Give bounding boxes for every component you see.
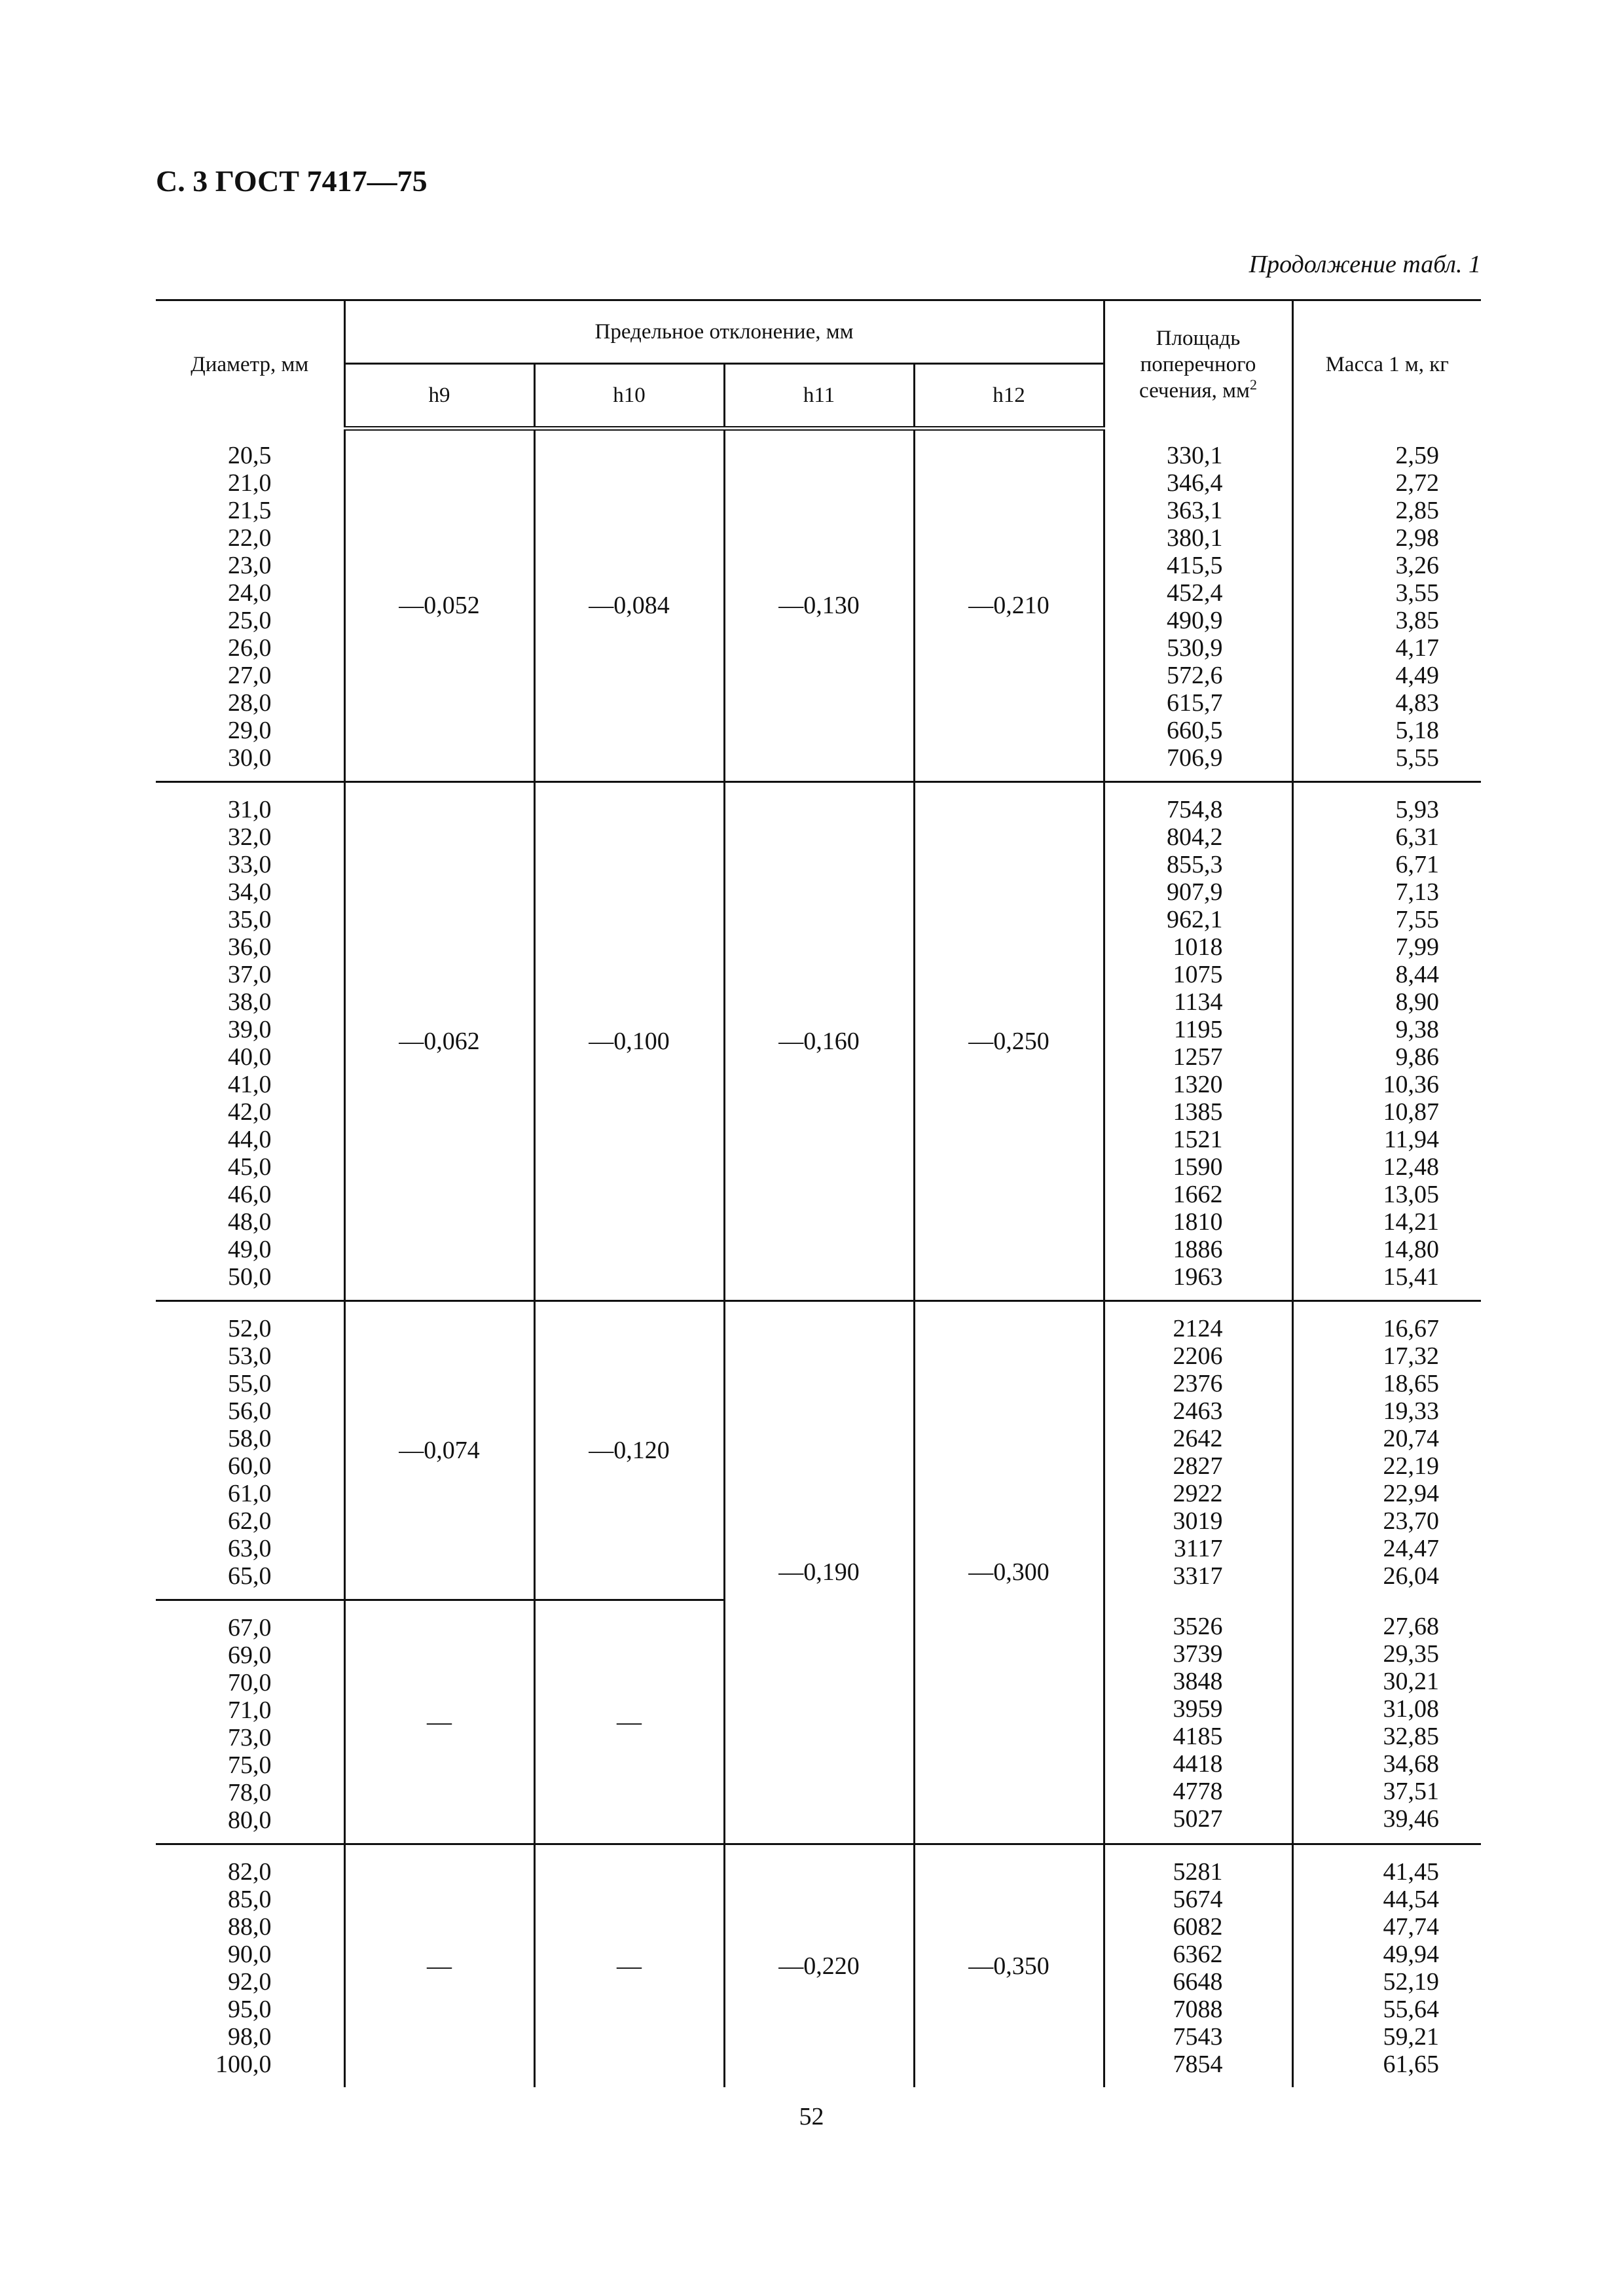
table-cell-value: 52,19 xyxy=(1383,1967,1439,1996)
table-cell-value: 615,7 xyxy=(1167,689,1223,717)
table-cell-value: 88,0 xyxy=(228,1912,272,1941)
area-label-line2: поперечного xyxy=(1140,353,1256,377)
table-cell-value: 23,70 xyxy=(1383,1507,1439,1535)
table-cell-value: 13,05 xyxy=(1383,1180,1439,1208)
table-cell-value: 90,0 xyxy=(228,1940,272,1968)
table-cell-value: 7854 xyxy=(1173,2050,1223,2078)
table-cell-value: 1195 xyxy=(1173,1015,1223,1043)
h10-value: —0,084 xyxy=(534,429,724,782)
table-cell-value: 5281 xyxy=(1173,1857,1223,1886)
table-cell-value: 1018 xyxy=(1173,933,1223,961)
table-cell-value: 1590 xyxy=(1173,1153,1223,1181)
table-cell-value: 4,83 xyxy=(1395,689,1439,717)
table-cell-value: 27,68 xyxy=(1383,1613,1439,1640)
table-cell-value: 1385 xyxy=(1173,1098,1223,1126)
table-cell-value: 39,0 xyxy=(228,1015,272,1043)
table-cell-value: 20,5 xyxy=(228,441,272,469)
table-cell-value: 39,46 xyxy=(1383,1805,1439,1833)
table-cell-value: 5027 xyxy=(1173,1805,1223,1833)
table-cell-value: 73,0 xyxy=(228,1723,272,1751)
h9-value: — xyxy=(344,1600,534,1844)
table-cell-value: 8,90 xyxy=(1395,988,1439,1016)
table-cell-value: 8,44 xyxy=(1395,960,1439,988)
table-cell-value: 31,0 xyxy=(228,795,272,823)
table-cell-value: 3317 xyxy=(1173,1562,1223,1590)
table-cell-value: 2,85 xyxy=(1395,496,1439,524)
table-cell-value: 5,55 xyxy=(1395,744,1439,772)
table-cell-value: 9,38 xyxy=(1395,1015,1439,1043)
table-cell-value: 2922 xyxy=(1173,1479,1223,1507)
table-cell-value: 50,0 xyxy=(228,1263,272,1291)
table-cell-value: 3,55 xyxy=(1395,579,1439,607)
h12-value: —0,210 xyxy=(914,429,1104,782)
table-cell-value: 69,0 xyxy=(228,1641,272,1669)
table-cell-value: 1257 xyxy=(1173,1043,1223,1071)
table-cell-value: 56,0 xyxy=(228,1397,272,1425)
col-header-h9: h9 xyxy=(344,364,534,429)
table-cell-value: 59,21 xyxy=(1383,2022,1439,2051)
table-cell-value: 26,0 xyxy=(228,634,272,662)
table-cell-value: 6082 xyxy=(1173,1912,1223,1941)
table-cell-value: 4,49 xyxy=(1395,661,1439,689)
area-list xyxy=(1104,1600,1292,1844)
h11-value: —0,160 xyxy=(724,781,914,1300)
table-cell-value: 855,3 xyxy=(1167,850,1223,878)
col-header-diameter: Диаметр, мм xyxy=(156,300,344,429)
table-cell-value: 14,80 xyxy=(1383,1235,1439,1263)
table-cell-value: 530,9 xyxy=(1167,634,1223,662)
table-row-group-3a xyxy=(156,1300,1481,1600)
col-header-mass: Масса 1 м, кг xyxy=(1292,300,1481,429)
table-cell-value: 98,0 xyxy=(228,2022,272,2051)
table-cell-value: 3117 xyxy=(1173,1534,1223,1562)
table-cell-value: 38,0 xyxy=(228,988,272,1016)
table-cell-value: 10,87 xyxy=(1383,1098,1439,1126)
table-cell-value: 2376 xyxy=(1173,1369,1223,1397)
h12-value: —0,300 xyxy=(914,1300,1104,1844)
h11-value: —0,190 xyxy=(724,1300,914,1844)
table-cell-value: 19,33 xyxy=(1383,1397,1439,1425)
table-cell-value: 452,4 xyxy=(1167,579,1223,607)
table-cell-value: 30,21 xyxy=(1383,1668,1439,1695)
mass-list xyxy=(1292,1844,1481,2087)
table-cell-value: 60,0 xyxy=(228,1452,272,1480)
table-cell-value: 47,74 xyxy=(1383,1912,1439,1941)
table-cell-value: 55,0 xyxy=(228,1369,272,1397)
h9-value: —0,062 xyxy=(344,781,534,1300)
table-cell-value: 1662 xyxy=(1173,1180,1223,1208)
table-cell-value: 10,36 xyxy=(1383,1070,1439,1098)
table-cell-value: 52,0 xyxy=(228,1314,272,1342)
col-header-deviation: Предельное отклонение, мм xyxy=(344,300,1104,364)
mass-list xyxy=(1292,1600,1481,1844)
table-cell-value: 3739 xyxy=(1173,1640,1223,1668)
table-cell-value: 2,59 xyxy=(1395,441,1439,469)
table-cell-value: 907,9 xyxy=(1167,878,1223,906)
h10-value: — xyxy=(534,1600,724,1844)
table-cell-value: 6362 xyxy=(1173,1940,1223,1968)
table-cell-value: 67,0 xyxy=(228,1613,272,1641)
h10-value: — xyxy=(534,1844,724,2087)
table-cell-value: 12,48 xyxy=(1383,1153,1439,1181)
table-cell-value: 2124 xyxy=(1173,1314,1223,1342)
table-cell-value: 804,2 xyxy=(1167,823,1223,851)
table-cell-value: 5,93 xyxy=(1395,795,1439,823)
table-cell-value: 1963 xyxy=(1173,1263,1223,1291)
h9-value: —0,052 xyxy=(344,429,534,782)
table-cell-value: 380,1 xyxy=(1167,524,1223,552)
table-cell-value: 2,98 xyxy=(1395,524,1439,552)
h9-value: —0,074 xyxy=(344,1300,534,1600)
table-row-group-1 xyxy=(156,429,1481,782)
table-cell-value: 754,8 xyxy=(1167,795,1223,823)
table-cell-value: 29,0 xyxy=(228,716,272,744)
table-continuation-label: Продолжение табл. 1 xyxy=(1249,251,1481,278)
table-cell-value: 80,0 xyxy=(228,1806,272,1834)
table-cell-value: 18,65 xyxy=(1383,1369,1439,1397)
table-cell-value: 14,21 xyxy=(1383,1208,1439,1236)
table-cell-value: 22,0 xyxy=(228,524,272,552)
table-cell-value: 31,08 xyxy=(1383,1695,1439,1723)
diameter-list xyxy=(156,781,344,1300)
table-cell-value: 82,0 xyxy=(228,1857,272,1886)
table-cell-value: 15,41 xyxy=(1383,1263,1439,1291)
table-cell-value: 6,71 xyxy=(1395,850,1439,878)
table-cell-value: 7,13 xyxy=(1395,878,1439,906)
table-cell-value: 28,0 xyxy=(228,689,272,717)
area-label-sup: 2 xyxy=(1249,376,1257,393)
area-list xyxy=(1104,1300,1292,1600)
h10-value: —0,100 xyxy=(534,781,724,1300)
table-cell-value: 4185 xyxy=(1173,1723,1223,1750)
table-cell-value: 26,04 xyxy=(1383,1562,1439,1590)
table-cell-value: 41,45 xyxy=(1383,1857,1439,1886)
col-header-area xyxy=(1104,300,1292,429)
table-cell-value: 70,0 xyxy=(228,1668,272,1696)
mass-list xyxy=(1292,781,1481,1300)
table-cell-value: 65,0 xyxy=(228,1562,272,1590)
table-cell-value: 7543 xyxy=(1173,2022,1223,2051)
table-cell-value: 22,19 xyxy=(1383,1452,1439,1480)
table-cell-value: 34,68 xyxy=(1383,1750,1439,1778)
dimensions-table xyxy=(156,299,1481,2087)
table-cell-value: 36,0 xyxy=(228,933,272,961)
table-cell-value: 2463 xyxy=(1173,1397,1223,1425)
table-row-group-2 xyxy=(156,781,1481,1300)
table-cell-value: 21,0 xyxy=(228,469,272,497)
table-cell-value: 92,0 xyxy=(228,1967,272,1996)
table-cell-value: 9,86 xyxy=(1395,1043,1439,1071)
h10-value: —0,120 xyxy=(534,1300,724,1600)
table-cell-value: 63,0 xyxy=(228,1534,272,1562)
table-cell-value: 4778 xyxy=(1173,1778,1223,1805)
table-cell-value: 363,1 xyxy=(1167,496,1223,524)
table-cell-value: 3,26 xyxy=(1395,551,1439,579)
mass-list xyxy=(1292,1300,1481,1600)
table-cell-value: 490,9 xyxy=(1167,606,1223,634)
table-cell-value: 17,32 xyxy=(1383,1342,1439,1370)
table-cell-value: 44,54 xyxy=(1383,1885,1439,1913)
col-header-h11: h11 xyxy=(724,364,914,429)
table-cell-value: 85,0 xyxy=(228,1885,272,1913)
table-cell-value: 44,0 xyxy=(228,1125,272,1153)
table-cell-value: 46,0 xyxy=(228,1180,272,1208)
table-cell-value: 75,0 xyxy=(228,1751,272,1779)
table-cell-value: 33,0 xyxy=(228,850,272,878)
table-cell-value: 5,18 xyxy=(1395,716,1439,744)
page-number: 52 xyxy=(799,2103,824,2130)
table-cell-value: 962,1 xyxy=(1167,905,1223,933)
table-cell-value: 30,0 xyxy=(228,744,272,772)
table-cell-value: 330,1 xyxy=(1167,441,1223,469)
table-cell-value: 29,35 xyxy=(1383,1640,1439,1668)
table-cell-value: 32,85 xyxy=(1383,1723,1439,1750)
table-cell-value: 20,74 xyxy=(1383,1424,1439,1452)
table-cell-value: 4,17 xyxy=(1395,634,1439,662)
table-cell-value: 34,0 xyxy=(228,878,272,906)
h11-value: —0,220 xyxy=(724,1844,914,2087)
col-header-h12: h12 xyxy=(914,364,1104,429)
table-cell-value: 3959 xyxy=(1173,1695,1223,1723)
table-cell-value: 71,0 xyxy=(228,1696,272,1724)
table-cell-value: 27,0 xyxy=(228,661,272,689)
table-cell-value: 660,5 xyxy=(1167,716,1223,744)
table-cell-value: 25,0 xyxy=(228,606,272,634)
area-label-line3: сечения, мм xyxy=(1139,379,1250,403)
table-cell-value: 41,0 xyxy=(228,1070,272,1098)
table-cell-value: 49,94 xyxy=(1383,1940,1439,1968)
table-cell-value: 1134 xyxy=(1173,988,1223,1016)
table-cell-value: 16,67 xyxy=(1383,1314,1439,1342)
table-cell-value: 346,4 xyxy=(1167,469,1223,497)
table-cell-value: 2642 xyxy=(1173,1424,1223,1452)
table-cell-value: 1886 xyxy=(1173,1235,1223,1263)
table-cell-value: 572,6 xyxy=(1167,661,1223,689)
h9-value: — xyxy=(344,1844,534,2087)
area-label-line1: Площадь xyxy=(1156,327,1241,351)
h11-value: —0,130 xyxy=(724,429,914,782)
table-cell-value: 61,0 xyxy=(228,1479,272,1507)
area-list xyxy=(1104,429,1292,782)
table-cell-value: 61,65 xyxy=(1383,2050,1439,2078)
table-cell-value: 1075 xyxy=(1173,960,1223,988)
area-list xyxy=(1104,1844,1292,2087)
table-cell-value: 3848 xyxy=(1173,1668,1223,1695)
table-cell-value: 95,0 xyxy=(228,1995,272,2023)
table-cell-value: 706,9 xyxy=(1167,744,1223,772)
table-cell-value: 6648 xyxy=(1173,1967,1223,1996)
diameter-list xyxy=(156,429,344,782)
table-cell-value: 3019 xyxy=(1173,1507,1223,1535)
table-cell-value: 42,0 xyxy=(228,1098,272,1126)
table-cell-value: 40,0 xyxy=(228,1043,272,1071)
table-cell-value: 11,94 xyxy=(1383,1125,1439,1153)
table-cell-value: 2206 xyxy=(1173,1342,1223,1370)
table-cell-value: 4418 xyxy=(1173,1750,1223,1778)
area-list xyxy=(1104,781,1292,1300)
diameter-list xyxy=(156,1600,344,1844)
table-cell-value: 1320 xyxy=(1173,1070,1223,1098)
table-cell-value: 415,5 xyxy=(1167,551,1223,579)
mass-list xyxy=(1292,429,1481,782)
table-cell-value: 21,5 xyxy=(228,496,272,524)
table-cell-value: 2,72 xyxy=(1395,469,1439,497)
table-cell-value: 23,0 xyxy=(228,551,272,579)
table-cell-value: 53,0 xyxy=(228,1342,272,1370)
table-cell-value: 1521 xyxy=(1173,1125,1223,1153)
h12-value: —0,350 xyxy=(914,1844,1104,2087)
table-cell-value: 22,94 xyxy=(1383,1479,1439,1507)
table-cell-value: 62,0 xyxy=(228,1507,272,1535)
table-cell-value: 49,0 xyxy=(228,1235,272,1263)
table-cell-value: 5674 xyxy=(1173,1885,1223,1913)
diameter-list xyxy=(156,1844,344,2087)
table-cell-value: 3526 xyxy=(1173,1613,1223,1640)
table-cell-value: 6,31 xyxy=(1395,823,1439,851)
table-row-group-4 xyxy=(156,1844,1481,2087)
table-cell-value: 3,85 xyxy=(1395,606,1439,634)
table-cell-value: 32,0 xyxy=(228,823,272,851)
table-cell-value: 55,64 xyxy=(1383,1995,1439,2023)
table-cell-value: 1810 xyxy=(1173,1208,1223,1236)
diameter-list xyxy=(156,1300,344,1600)
table-cell-value: 24,47 xyxy=(1383,1534,1439,1562)
table-cell-value: 58,0 xyxy=(228,1424,272,1452)
h12-value: —0,250 xyxy=(914,781,1104,1300)
table-cell-value: 24,0 xyxy=(228,579,272,607)
table-cell-value: 37,0 xyxy=(228,960,272,988)
document-header: С. 3 ГОСТ 7417—75 xyxy=(156,164,428,198)
table-cell-value: 7,99 xyxy=(1395,933,1439,961)
table-cell-value: 7088 xyxy=(1173,1995,1223,2023)
table-cell-value: 45,0 xyxy=(228,1153,272,1181)
table-cell-value: 2827 xyxy=(1173,1452,1223,1480)
table-cell-value: 78,0 xyxy=(228,1778,272,1806)
table-cell-value: 35,0 xyxy=(228,905,272,933)
col-header-h10: h10 xyxy=(534,364,724,429)
table-cell-value: 37,51 xyxy=(1383,1778,1439,1805)
table-cell-value: 7,55 xyxy=(1395,905,1439,933)
table-cell-value: 100,0 xyxy=(215,2050,272,2078)
table-cell-value: 48,0 xyxy=(228,1208,272,1236)
